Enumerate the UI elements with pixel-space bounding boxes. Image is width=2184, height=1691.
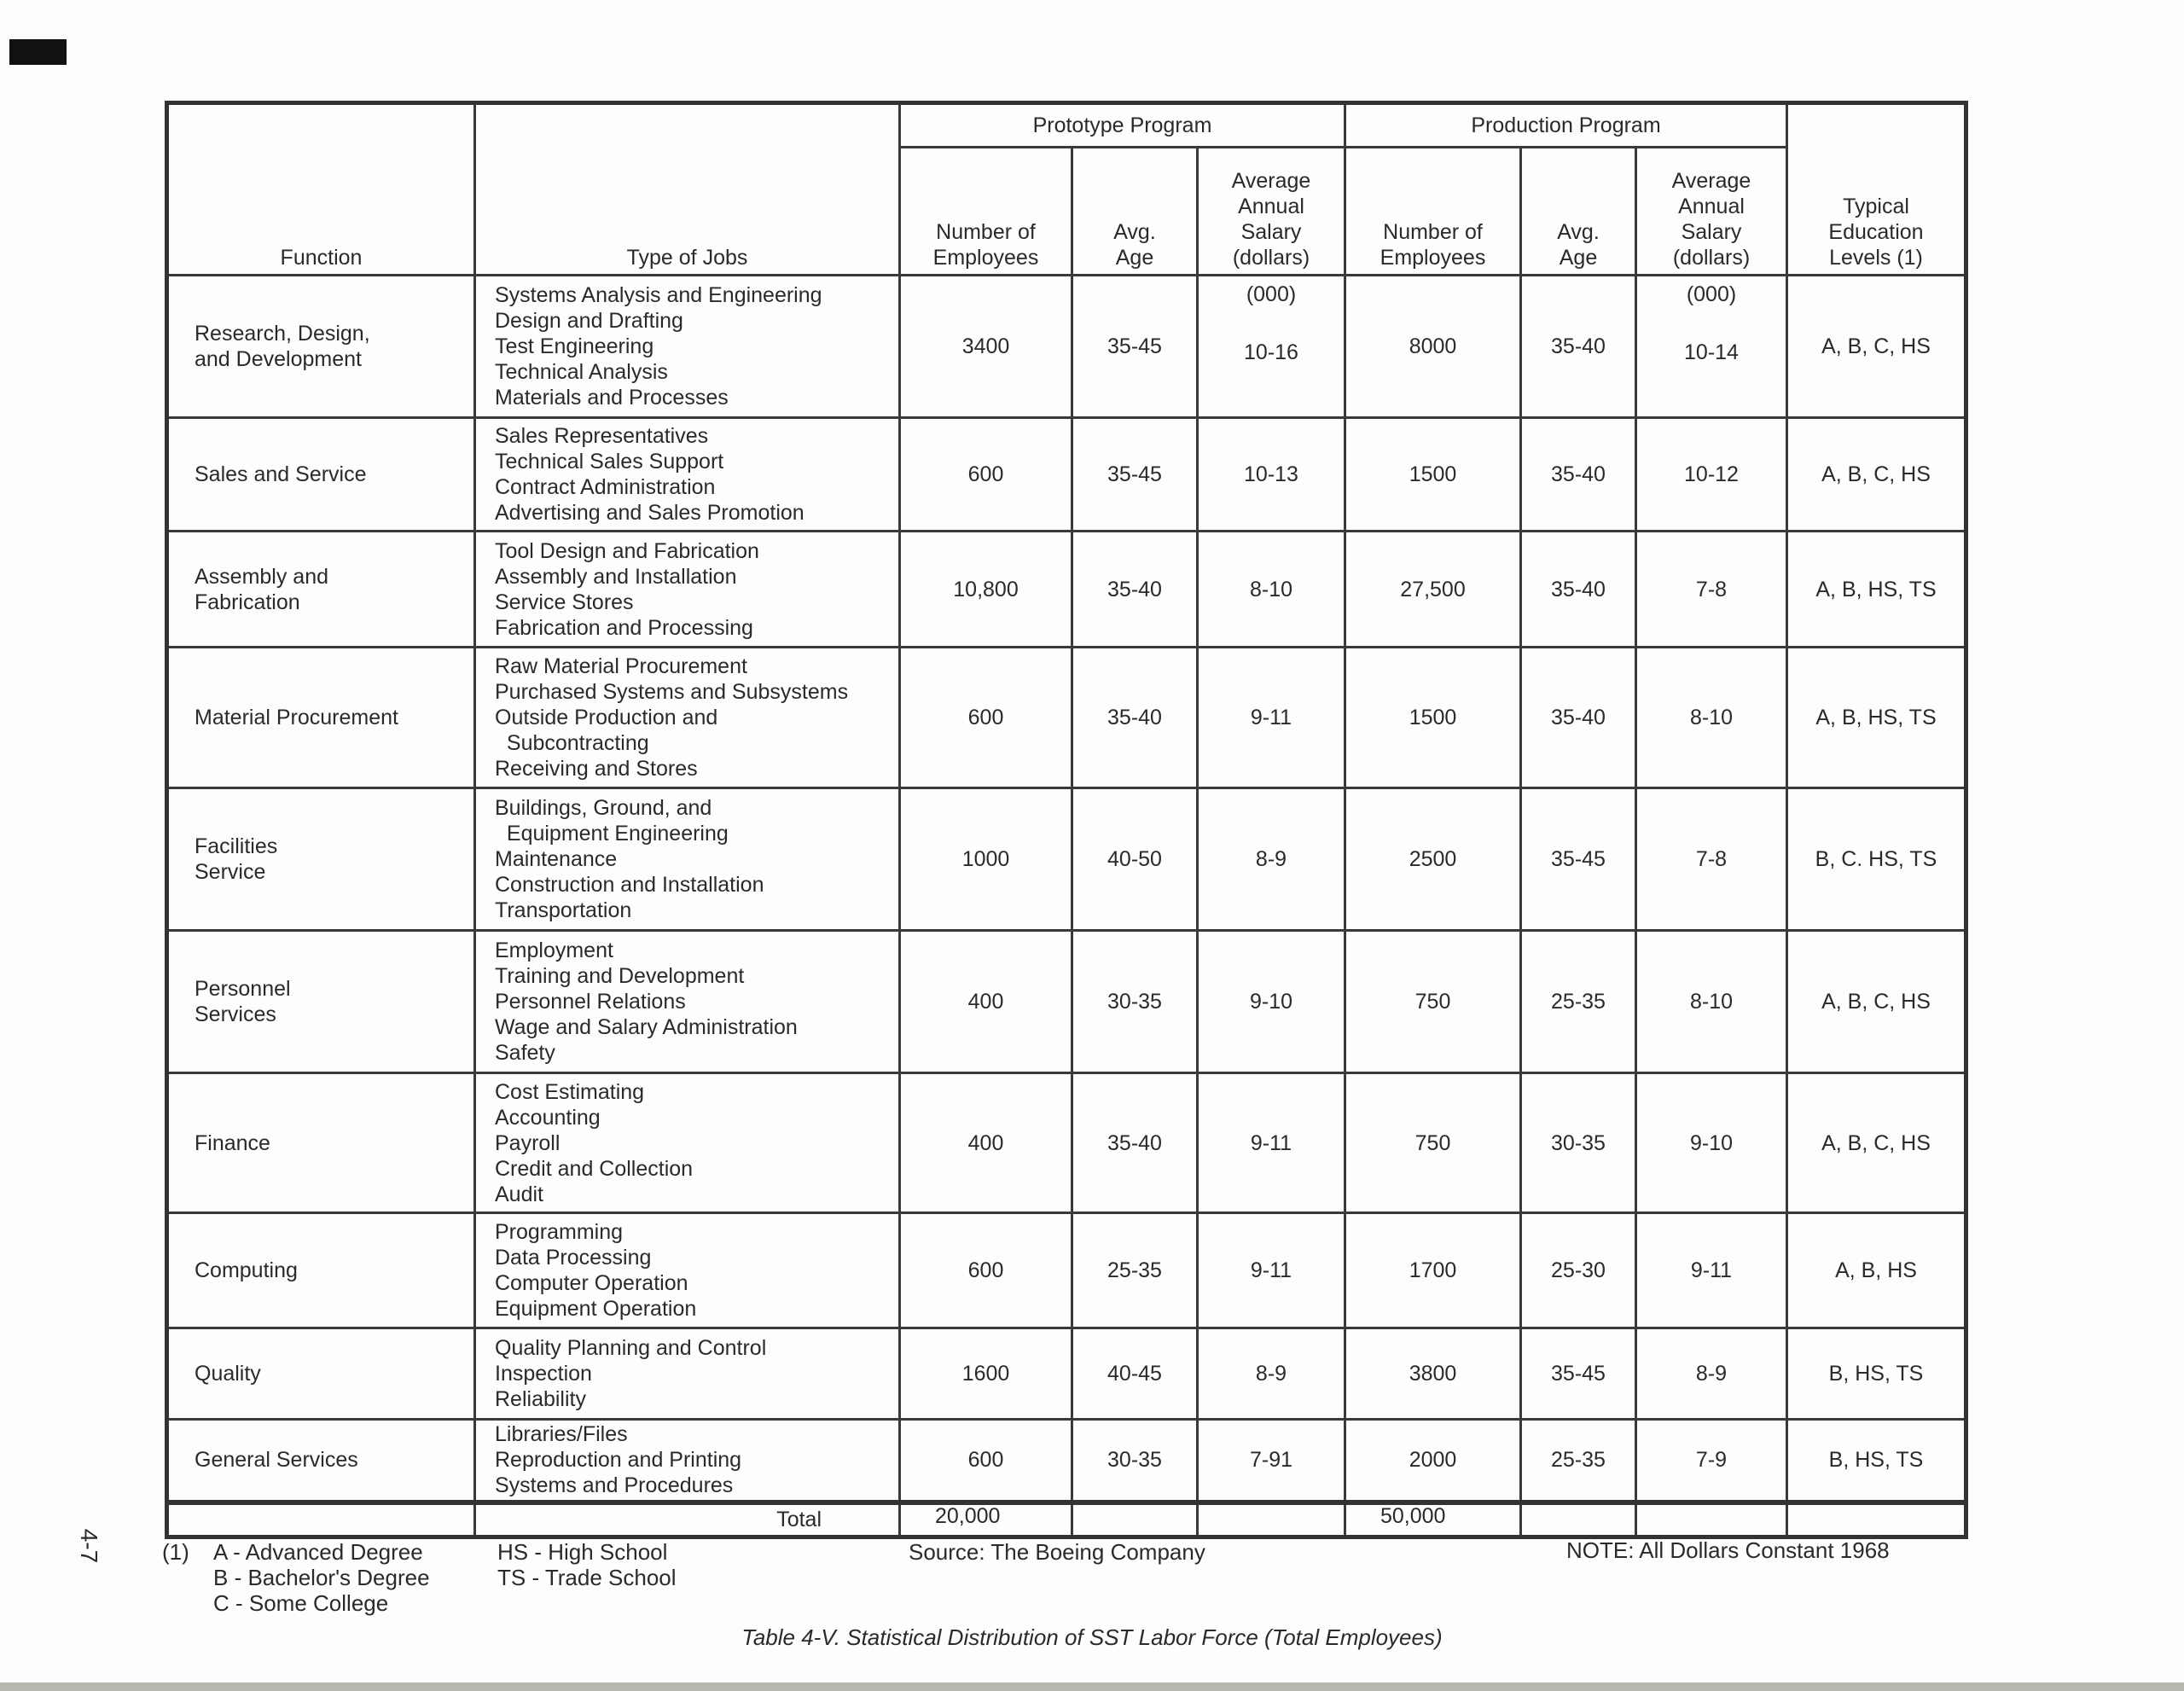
text-line: Training and Development <box>495 964 745 988</box>
text-line: Raw Material Procurement <box>495 654 747 678</box>
text-line: Salary <box>1681 220 1742 244</box>
prod-employees-cell: 2500 <box>1345 788 1521 931</box>
jobs-cell <box>475 788 900 931</box>
text-line: Service <box>195 860 266 884</box>
source-note: Source: The Boeing Company <box>909 1539 1205 1565</box>
header-production-program: Production Program <box>1345 103 1787 148</box>
proto-age-cell: 35-40 <box>1072 1073 1198 1213</box>
text-line: Age <box>1115 246 1154 270</box>
prod-employees-cell: 750 <box>1345 1073 1521 1213</box>
text-line: Facilities <box>195 834 278 858</box>
prod-salary-cell: 9-11 <box>1636 1213 1787 1328</box>
prod-age-cell: 35-45 <box>1521 1328 1636 1420</box>
text-line: Personnel <box>195 977 291 1001</box>
prod-salary-cell: 7-8 <box>1636 532 1787 648</box>
function-cell <box>167 1420 475 1502</box>
text-line: Cost Estimating <box>495 1079 645 1104</box>
prod-employees-cell: 1500 <box>1345 648 1521 788</box>
proto-age-cell: 25-35 <box>1072 1213 1198 1328</box>
text-line: Libraries/Files <box>495 1422 628 1447</box>
prod-salary-cell: 7-9 <box>1636 1420 1787 1502</box>
function-cell <box>167 276 475 418</box>
education-levels-cell: A, B, C, HS <box>1787 276 1966 418</box>
text-line: and Development <box>195 347 362 371</box>
jobs-cell <box>475 1213 900 1328</box>
education-levels-cell: A, B, HS, TS <box>1787 648 1966 788</box>
proto-age-cell: 40-50 <box>1072 788 1198 931</box>
text-line: Construction and Installation <box>495 873 764 897</box>
education-levels-cell: B, C. HS, TS <box>1787 788 1966 931</box>
salary-unit: (000) <box>1246 282 1297 306</box>
scan-edge <box>0 1682 2184 1691</box>
value: 10-14 <box>1684 340 1739 364</box>
text-line: Avg. <box>1113 220 1156 244</box>
header-prod-salary <box>1636 148 1787 276</box>
text-line: HS - High School <box>497 1539 668 1565</box>
text-line: Audit <box>495 1182 543 1206</box>
text-line: Systems and Procedures <box>495 1473 734 1498</box>
text-line: Computing <box>195 1258 298 1282</box>
text-line: Employees <box>932 246 1039 270</box>
education-levels-cell: A, B, C, HS <box>1787 1073 1966 1213</box>
function-cell <box>167 1328 475 1420</box>
text-line: Subcontracting <box>495 731 649 755</box>
empty-cell <box>1198 1502 1345 1537</box>
prod-salary-cell: 10-12 <box>1636 418 1787 532</box>
empty-cell <box>1636 1502 1787 1537</box>
function-cell <box>167 1073 475 1213</box>
proto-employees-cell: 600 <box>900 648 1072 788</box>
prod-salary-cell: 8-10 <box>1636 648 1787 788</box>
table-row <box>167 648 1966 788</box>
proto-employees-cell: 3400 <box>900 276 1072 418</box>
text-line: Average <box>1671 169 1751 193</box>
text-line: Assembly and Installation <box>495 564 737 589</box>
education-legend-schools <box>497 1539 677 1590</box>
jobs-cell <box>475 276 900 418</box>
header-prod-employees <box>1345 148 1521 276</box>
proto-salary-cell: 7-91 <box>1198 1420 1345 1502</box>
dollars-note: NOTE: All Dollars Constant 1968 <box>1566 1537 1890 1563</box>
prod-employees-cell: 2000 <box>1345 1420 1521 1502</box>
proto-salary-cell: 9-11 <box>1198 648 1345 788</box>
proto-employees-cell: 400 <box>900 931 1072 1073</box>
text-line: Data Processing <box>495 1246 652 1270</box>
header-proto-age <box>1072 148 1198 276</box>
text-line: Fabrication <box>195 590 300 614</box>
proto-age-cell: 30-35 <box>1072 931 1198 1073</box>
text-line: Tool Design and Fabrication <box>495 538 759 563</box>
text-line: Wage and Salary Administration <box>495 1015 798 1039</box>
proto-employees-cell: 600 <box>900 418 1072 532</box>
empty-cell <box>1787 1502 1966 1537</box>
table-row <box>167 1213 1966 1328</box>
text-line: Buildings, Ground, and <box>495 796 712 820</box>
prod-employees-cell: 27,500 <box>1345 532 1521 648</box>
salary-unit: (000) <box>1686 282 1737 306</box>
prod-employees-cell: 1700 <box>1345 1213 1521 1328</box>
text-line: Transportation <box>495 898 632 922</box>
education-levels-cell: A, B, C, HS <box>1787 931 1966 1073</box>
education-levels-cell: A, B, HS, TS <box>1787 532 1966 648</box>
text-line: Number of <box>1383 220 1483 244</box>
proto-employees-cell: 400 <box>900 1073 1072 1213</box>
text-line: Quality Planning and Control <box>495 1336 767 1360</box>
text-line: A - Advanced Degree <box>213 1539 423 1565</box>
text-line: Technical Sales Support <box>495 450 724 474</box>
footnote-marker: (1) <box>162 1539 189 1565</box>
empty-cell <box>1521 1502 1636 1537</box>
text-line: Employment <box>495 938 613 962</box>
text-line: Technical Analysis <box>495 360 668 384</box>
table-row <box>167 1328 1966 1420</box>
function-cell <box>167 931 475 1073</box>
proto-age-cell: 30-35 <box>1072 1420 1198 1502</box>
function-cell <box>167 648 475 788</box>
text-line: Equipment Engineering <box>495 822 729 846</box>
text-line: Maintenance <box>495 847 618 871</box>
jobs-cell <box>475 1073 900 1213</box>
jobs-cell <box>475 532 900 648</box>
text-line: (dollars) <box>1672 246 1751 270</box>
education-levels-cell: A, B, HS <box>1787 1213 1966 1328</box>
page-number: 4-7 <box>76 1528 103 1564</box>
header-prod-age <box>1521 148 1636 276</box>
proto-salary-cell: 8-9 <box>1198 1328 1345 1420</box>
text-line: Equipment Operation <box>495 1297 697 1321</box>
text-line: Contract Administration <box>495 475 716 499</box>
text-line: Education <box>1828 220 1924 244</box>
header-prototype-program: Prototype Program <box>900 103 1345 148</box>
text-line: Finance <box>195 1130 270 1155</box>
empty-cell <box>167 1502 475 1537</box>
proto-salary-cell: 10-13 <box>1198 418 1345 532</box>
education-legend-degrees <box>213 1539 430 1616</box>
table-row <box>167 1073 1966 1213</box>
prod-age-cell: 35-40 <box>1521 276 1636 418</box>
text-line: Employees <box>1380 246 1486 270</box>
text-line: Avg. <box>1557 220 1600 244</box>
text-line: Material Procurement <box>195 706 398 729</box>
text-line: Reliability <box>495 1387 586 1411</box>
proto-salary-cell: 8-9 <box>1198 788 1345 931</box>
labor-force-table <box>165 101 1968 1539</box>
text-line: Outside Production and <box>495 706 718 729</box>
total-proto-employees: 20,000 <box>900 1502 1072 1537</box>
text-line: Materials and Processes <box>495 386 729 410</box>
header-function: Function <box>167 103 475 276</box>
text-line: Design and Drafting <box>495 309 683 333</box>
prod-employees-cell: 8000 <box>1345 276 1521 418</box>
function-cell <box>167 1213 475 1328</box>
text-line: Computer Operation <box>495 1271 688 1295</box>
proto-age-cell: 35-40 <box>1072 648 1198 788</box>
prod-age-cell: 25-30 <box>1521 1213 1636 1328</box>
total-row <box>167 1502 1966 1537</box>
text-line: TS - Trade School <box>497 1565 677 1590</box>
text-line: Systems Analysis and Engineering <box>495 283 822 307</box>
text-line: Sales and Service <box>195 462 367 486</box>
proto-salary-cell: 9-11 <box>1198 1213 1345 1328</box>
prod-salary-cell: 8-10 <box>1636 931 1787 1073</box>
prod-employees-cell: 750 <box>1345 931 1521 1073</box>
table-row <box>167 276 1966 418</box>
text-line: Fabrication and Processing <box>495 615 753 640</box>
table-caption: Table 4-V. Statistical Distribution of SST Labor Force (Total Employees) <box>741 1624 1443 1650</box>
proto-employees-cell: 600 <box>900 1420 1072 1502</box>
value: 10-16 <box>1244 340 1298 364</box>
function-cell <box>167 418 475 532</box>
prod-salary-cell: 9-10 <box>1636 1073 1787 1213</box>
text-line: Research, Design, <box>195 322 370 346</box>
proto-employees-cell: 10,800 <box>900 532 1072 648</box>
text-line: General Services <box>195 1448 358 1473</box>
table-row <box>167 418 1966 532</box>
text-line: Programming <box>495 1220 624 1244</box>
prod-salary-cell <box>1636 276 1787 418</box>
prod-age-cell: 35-45 <box>1521 788 1636 931</box>
function-cell <box>167 788 475 931</box>
text-line: Age <box>1559 246 1598 270</box>
text-line: Salary <box>1240 220 1302 244</box>
proto-age-cell: 40-45 <box>1072 1328 1198 1420</box>
text-line: Inspection <box>495 1362 592 1386</box>
jobs-cell <box>475 418 900 532</box>
text-line: Receiving and Stores <box>495 757 698 781</box>
text-line: Advertising and Sales Promotion <box>495 501 804 525</box>
empty-cell <box>1072 1502 1198 1537</box>
education-levels-cell: B, HS, TS <box>1787 1420 1966 1502</box>
prod-age-cell: 25-35 <box>1521 1420 1636 1502</box>
prod-age-cell: 35-40 <box>1521 418 1636 532</box>
jobs-cell <box>475 931 900 1073</box>
jobs-cell <box>475 1328 900 1420</box>
prod-age-cell: 35-40 <box>1521 648 1636 788</box>
text-line: Average <box>1231 169 1311 193</box>
text-line: Quality <box>195 1362 261 1386</box>
proto-age-cell: 35-45 <box>1072 276 1198 418</box>
proto-salary-cell: 8-10 <box>1198 532 1345 648</box>
prod-age-cell: 25-35 <box>1521 931 1636 1073</box>
table-row <box>167 931 1966 1073</box>
education-levels-cell: B, HS, TS <box>1787 1328 1966 1420</box>
header-proto-salary <box>1198 148 1345 276</box>
total-prod-employees: 50,000 <box>1345 1502 1521 1537</box>
text-line: B - Bachelor's Degree <box>213 1565 430 1590</box>
text-line: Purchased Systems and Subsystems <box>495 680 849 704</box>
prod-employees-cell: 1500 <box>1345 418 1521 532</box>
prod-age-cell: 30-35 <box>1521 1073 1636 1213</box>
table-row <box>167 532 1966 648</box>
proto-employees-cell: 1000 <box>900 788 1072 931</box>
text-line: Accounting <box>495 1105 601 1130</box>
text-line: Levels (1) <box>1829 246 1923 270</box>
text-line: Annual <box>1238 195 1304 218</box>
text-line: Services <box>195 1002 276 1026</box>
header-type-of-jobs: Type of Jobs <box>475 103 900 276</box>
proto-salary-cell: 9-11 <box>1198 1073 1345 1213</box>
header-proto-employees <box>900 148 1072 276</box>
text-line: C - Some College <box>213 1590 389 1616</box>
text-line: Sales Representatives <box>495 424 709 448</box>
text-line: Payroll <box>495 1130 561 1155</box>
text-line: Assembly and <box>195 564 329 589</box>
text-line: (dollars) <box>1232 246 1310 270</box>
proto-salary-cell <box>1198 276 1345 418</box>
function-cell <box>167 532 475 648</box>
registration-mark <box>9 39 67 65</box>
text-line: Number of <box>936 220 1036 244</box>
text-line: Test Engineering <box>495 334 654 358</box>
prod-employees-cell: 3800 <box>1345 1328 1521 1420</box>
jobs-cell <box>475 648 900 788</box>
proto-age-cell: 35-45 <box>1072 418 1198 532</box>
text-line: Annual <box>1678 195 1745 218</box>
text-line: Safety <box>495 1041 555 1065</box>
table-row <box>167 788 1966 931</box>
prod-salary-cell: 8-9 <box>1636 1328 1787 1420</box>
text-line: Service Stores <box>495 590 634 614</box>
table-row <box>167 1420 1966 1502</box>
education-levels-cell: A, B, C, HS <box>1787 418 1966 532</box>
prod-salary-cell: 7-8 <box>1636 788 1787 931</box>
prod-age-cell: 35-40 <box>1521 532 1636 648</box>
proto-salary-cell: 9-10 <box>1198 931 1345 1073</box>
proto-employees-cell: 1600 <box>900 1328 1072 1420</box>
jobs-cell <box>475 1420 900 1502</box>
text-line: Personnel Relations <box>495 990 686 1014</box>
proto-age-cell: 35-40 <box>1072 532 1198 648</box>
proto-employees-cell: 600 <box>900 1213 1072 1328</box>
total-label: Total <box>475 1502 900 1537</box>
text-line: Credit and Collection <box>495 1156 694 1181</box>
header-education <box>1787 103 1966 276</box>
text-line: Reproduction and Printing <box>495 1448 742 1473</box>
text-line: Typical <box>1843 195 1909 218</box>
